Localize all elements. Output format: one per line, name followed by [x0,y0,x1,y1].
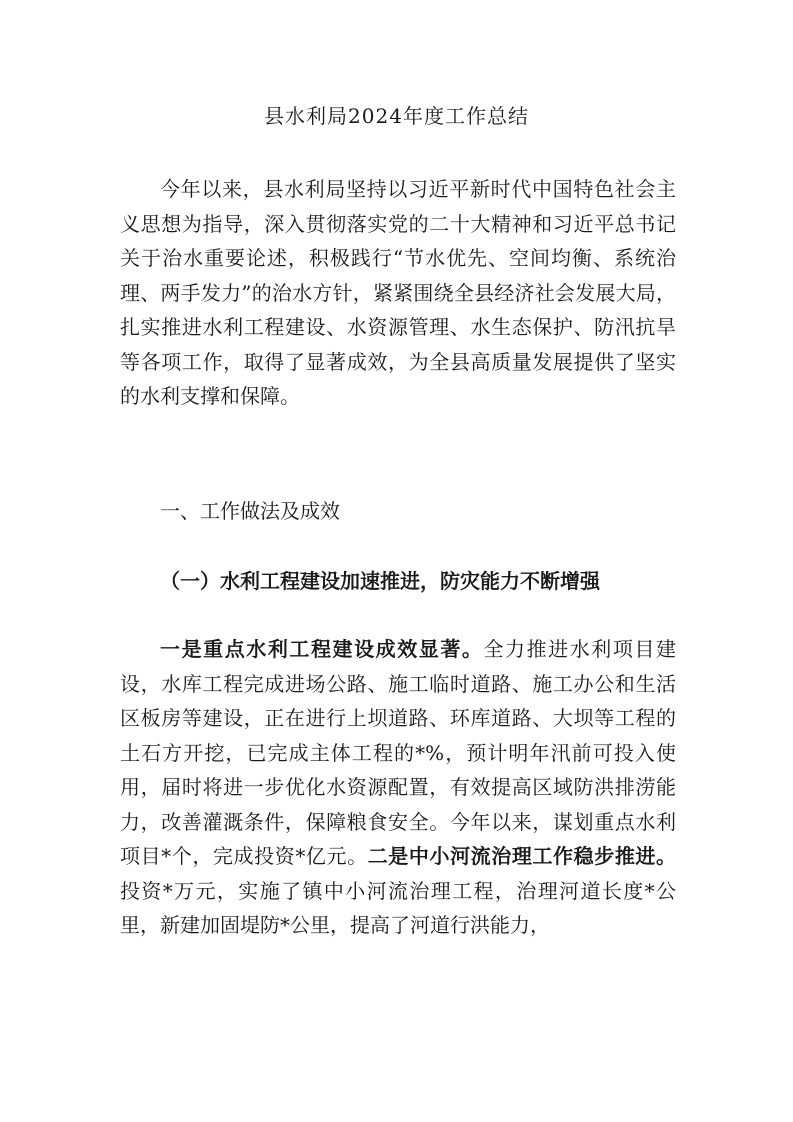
intro-paragraph: 今年以来，县水利局坚持以习近平新时代中国特色社会主义思想为指导，深入贯彻落实党的二十大精神和习近平总书记关于治水重要论述，积极践行“节水优先、空间均衡、系统治理、两手发力”的治水方针，紧紧围绕全县经济社会发展大局，扎实推进水利工程建设、水资源管理、水生态保护、防汛抗旱等各项工作，取得了显著成效，为全县高质量发展提供了坚实的水利支撑和保障。 [120,177,676,408]
point-two-lead: 二是中小河流治理工作稳步推进。 [367,844,677,868]
point-two-text: 投资*万元，实施了镇中小河流治理工程，治理河道长度*公里，新建加固堤防*公里，提高了河道行洪能力， [120,878,676,937]
point-one-text: 全力推进水利项目建设，水库工程完成进场公路、施工临时道路、施工办公和生活区板房等建设，正在进行上坝道路、环库道路、大坝等工程的土石方开挖，已完成主体工程的*%，预计明年汛前可投入使用，届时将进一步优化水资源配置，有效提高区域防洪排涝能力，改善灌溉条件，保障粮食安全。今年以来，谋划重点水利项目*个，完成投资*亿元。 [120,637,677,868]
point-one-lead: 一是重点水利工程建设成效显著。 [160,637,484,661]
body-paragraph [120,632,676,943]
section-heading: 一、工作做法及成效 [160,499,340,523]
subsection-heading: （一）水利工程建设加速推进，防灾能力不断增强 [160,569,600,593]
document-title: 县水利局2024年度工作总结 [264,104,529,128]
